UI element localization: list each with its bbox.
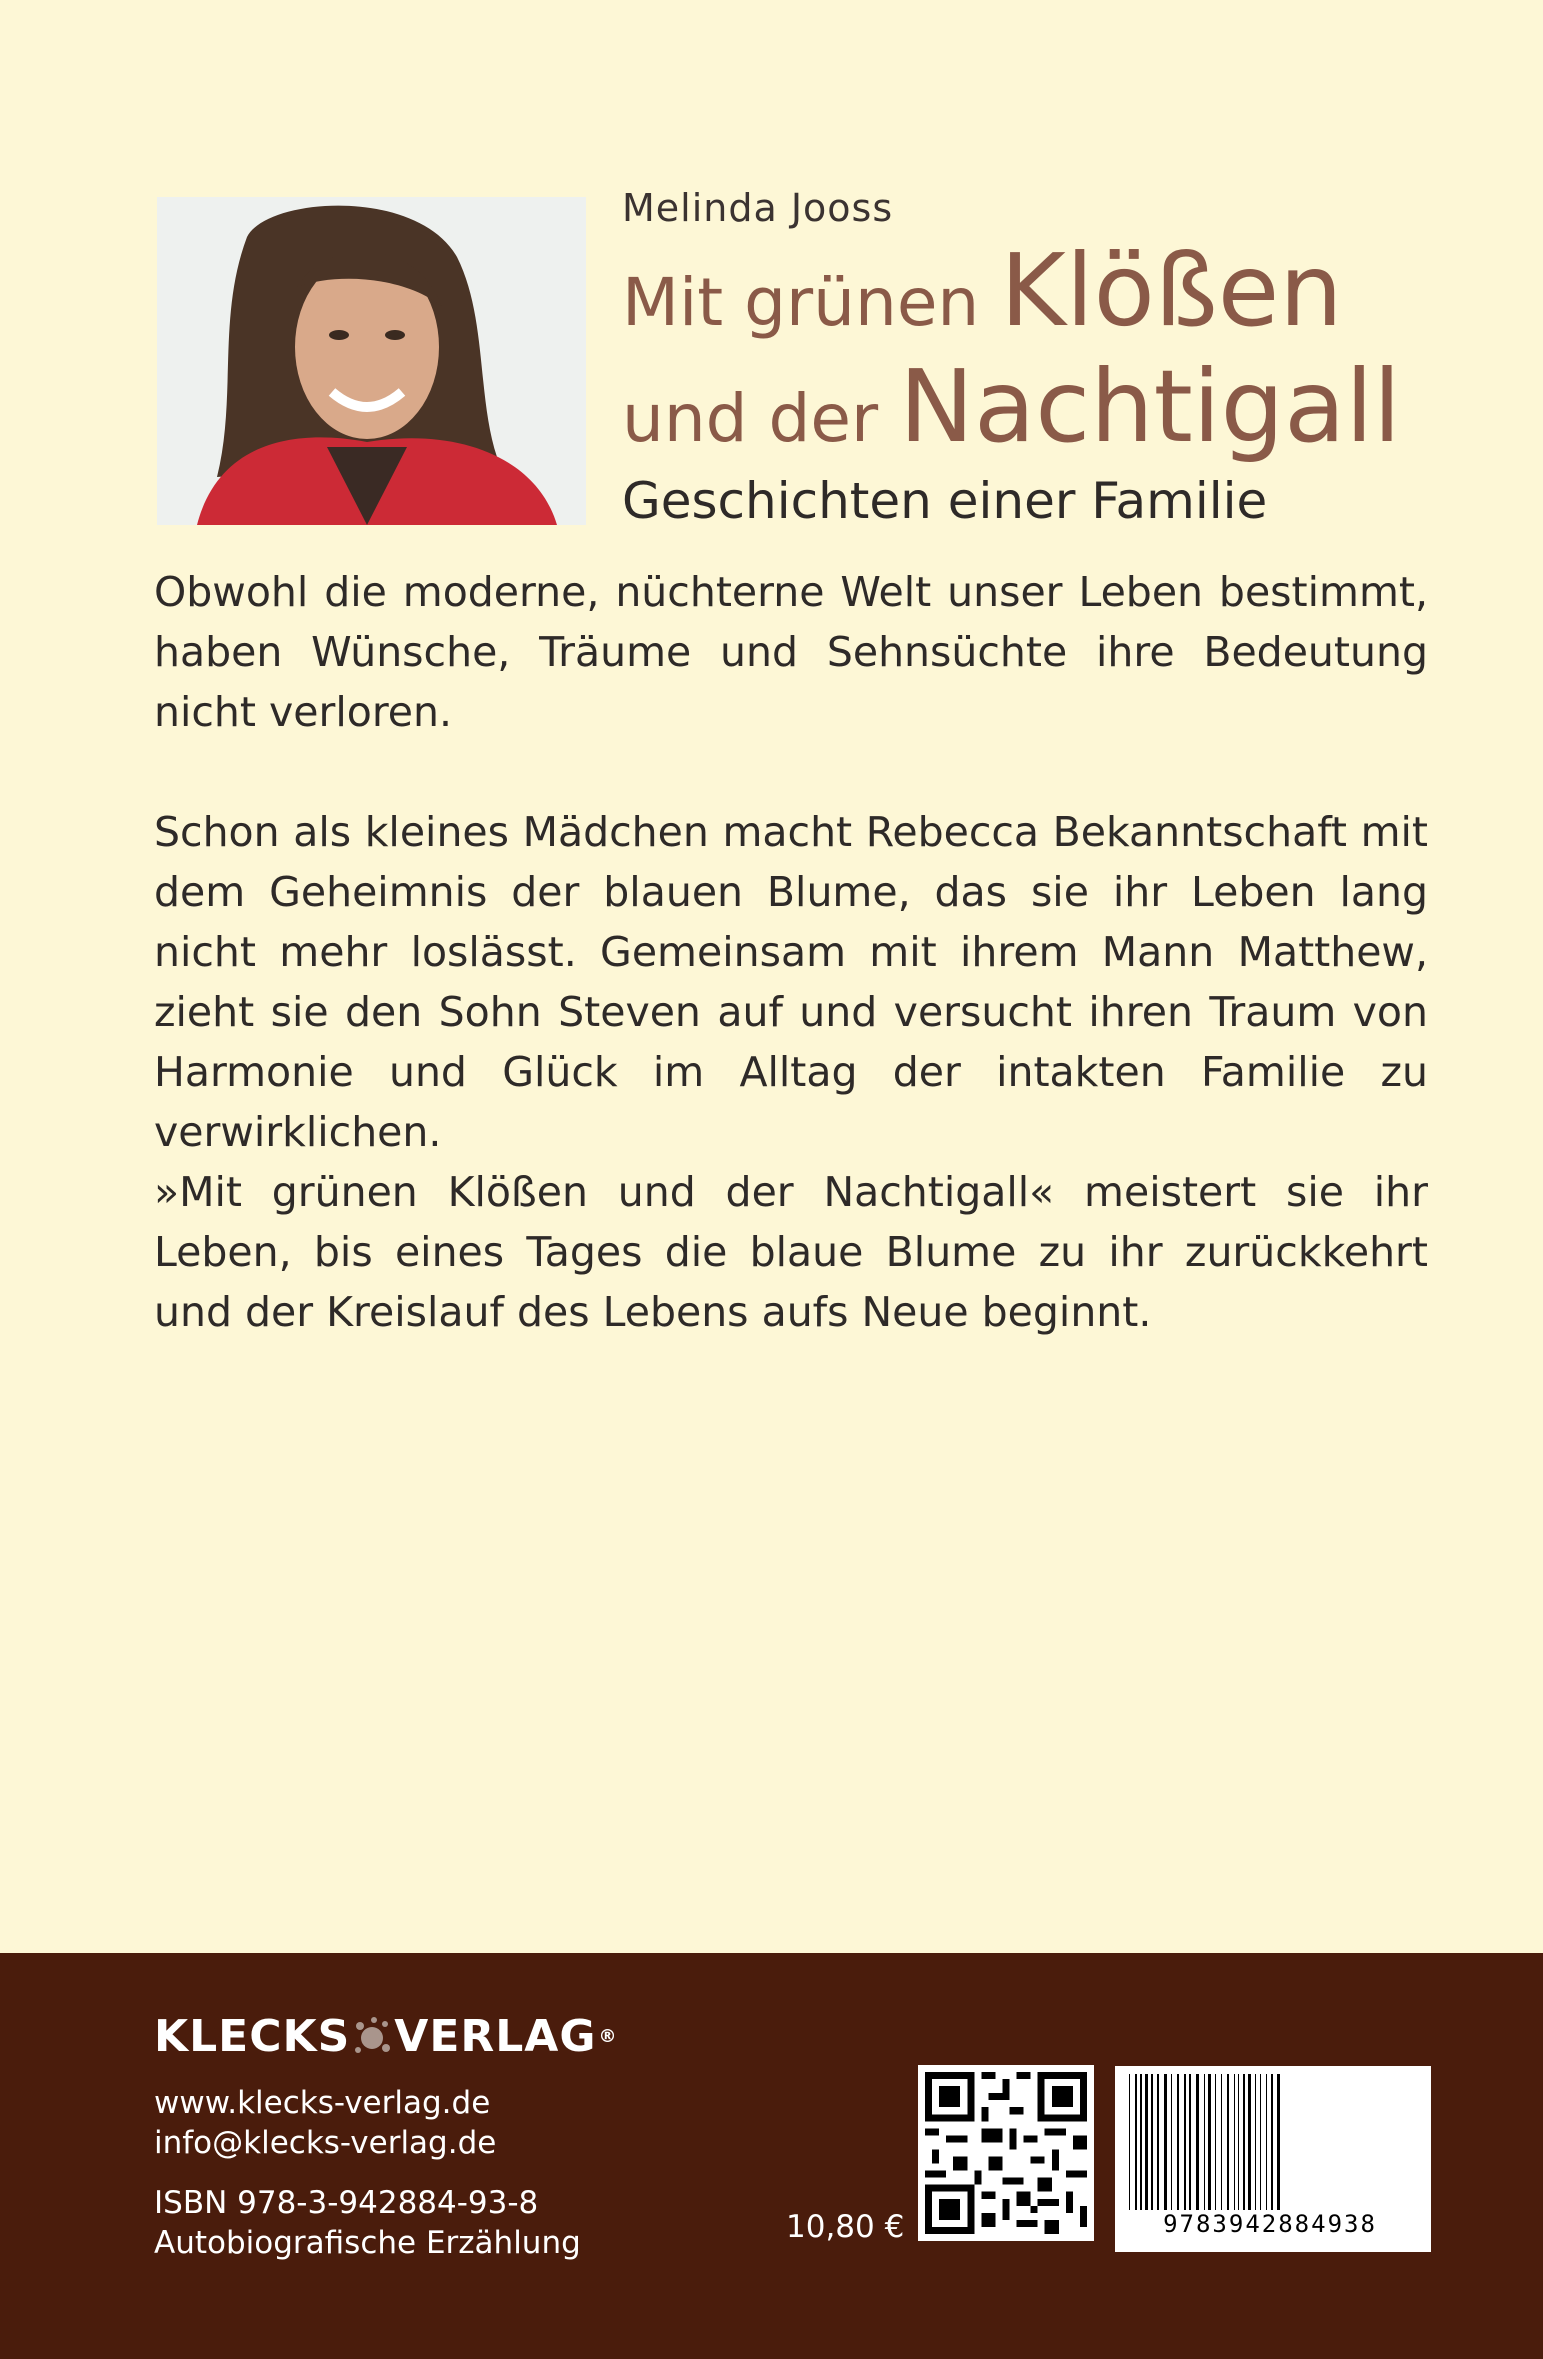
barcode-bar — [1129, 2074, 1130, 2212]
barcode-bar — [1208, 2074, 1211, 2212]
barcode-bar — [1196, 2074, 1199, 2212]
barcode-bar — [1157, 2074, 1159, 2212]
barcode-bar — [1243, 2074, 1245, 2212]
author-photo — [157, 197, 586, 525]
barcode-bar — [1171, 2074, 1172, 2212]
logo-text-left: KLECKS — [154, 2010, 351, 2062]
barcode-bar — [1204, 2074, 1205, 2212]
barcode-bar — [1234, 2074, 1235, 2212]
barcode-bar — [1140, 2074, 1142, 2212]
price: 10,80 € — [786, 2209, 905, 2245]
qr-code — [918, 2065, 1094, 2241]
barcode-bar — [1266, 2074, 1267, 2212]
blurb — [154, 562, 1428, 1342]
barcode-bar — [1238, 2074, 1239, 2212]
barcode-bar — [1184, 2074, 1186, 2212]
logo-text-right: VERLAG — [394, 2010, 597, 2062]
barcode-bar — [1255, 2074, 1256, 2212]
blurb-paragraph: Obwohl die moderne, nüchterne Welt unser Leben bestimmt, haben Wünsche, Träume und Sehnsüchte ihre Bedeutung nicht verloren. — [154, 568, 1428, 736]
title-part-large: Nachtigall — [899, 348, 1401, 465]
barcode-bar — [1221, 2074, 1222, 2212]
barcode-bar — [1151, 2074, 1153, 2212]
barcode-bar — [1227, 2074, 1229, 2212]
barcode-bar — [1135, 2074, 1137, 2212]
book-title-line-2 — [622, 348, 1401, 465]
barcode-digits: 9783942884938 — [1120, 2210, 1420, 2238]
barcode-bar — [1177, 2074, 1179, 2212]
blurb-paragraph: Schon als kleines Mädchen macht Rebecca Bekanntschaft mit dem Geheimnis der blauen Blume, das sie ihr Leben lang nicht mehr loslässt. Gemeinsam mit ihrem Mann Matthew, zieht sie den Sohn Steven auf und versucht ihren Traum von Harmonie und Glück im Alltag der intakten Familie zu verwirklichen. — [154, 808, 1428, 1156]
barcode-bar — [1189, 2074, 1191, 2212]
barcode-bar — [1271, 2074, 1273, 2212]
blurb-paragraph: »Mit grünen Klößen und der Nachtigall« meistert sie ihr Leben, bis eines Tages die blaue Blume zu ihr zurückkehrt und der Kreislauf des Lebens aufs Neue beginnt. — [154, 1168, 1428, 1336]
isbn: ISBN 978-3-942884-93-8 — [154, 2185, 539, 2221]
registered-mark: ® — [598, 2025, 618, 2047]
book-subtitle: Geschichten einer Familie — [622, 472, 1268, 530]
title-part: und der — [622, 380, 900, 457]
barcode-bar — [1260, 2074, 1261, 2212]
author-name: Melinda Jooss — [622, 186, 894, 230]
ink-splat-icon — [352, 2014, 392, 2058]
title-part: Mit grünen — [622, 264, 1001, 341]
barcode-bar — [1145, 2074, 1148, 2212]
barcode-bar — [1215, 2074, 1216, 2212]
genre: Autobiografische Erzählung — [154, 2225, 581, 2261]
publisher-footer — [0, 1953, 1543, 2359]
barcode-bar — [1248, 2074, 1251, 2212]
publisher-website[interactable]: www.klecks-verlag.de — [154, 2085, 491, 2121]
barcode-bar — [1277, 2074, 1280, 2212]
barcode-bar — [1164, 2074, 1167, 2212]
book-title-line-1 — [622, 232, 1343, 349]
publisher-logo — [154, 2001, 617, 2071]
publisher-email[interactable]: info@klecks-verlag.de — [154, 2125, 497, 2161]
title-part-large: Klößen — [1000, 232, 1343, 349]
